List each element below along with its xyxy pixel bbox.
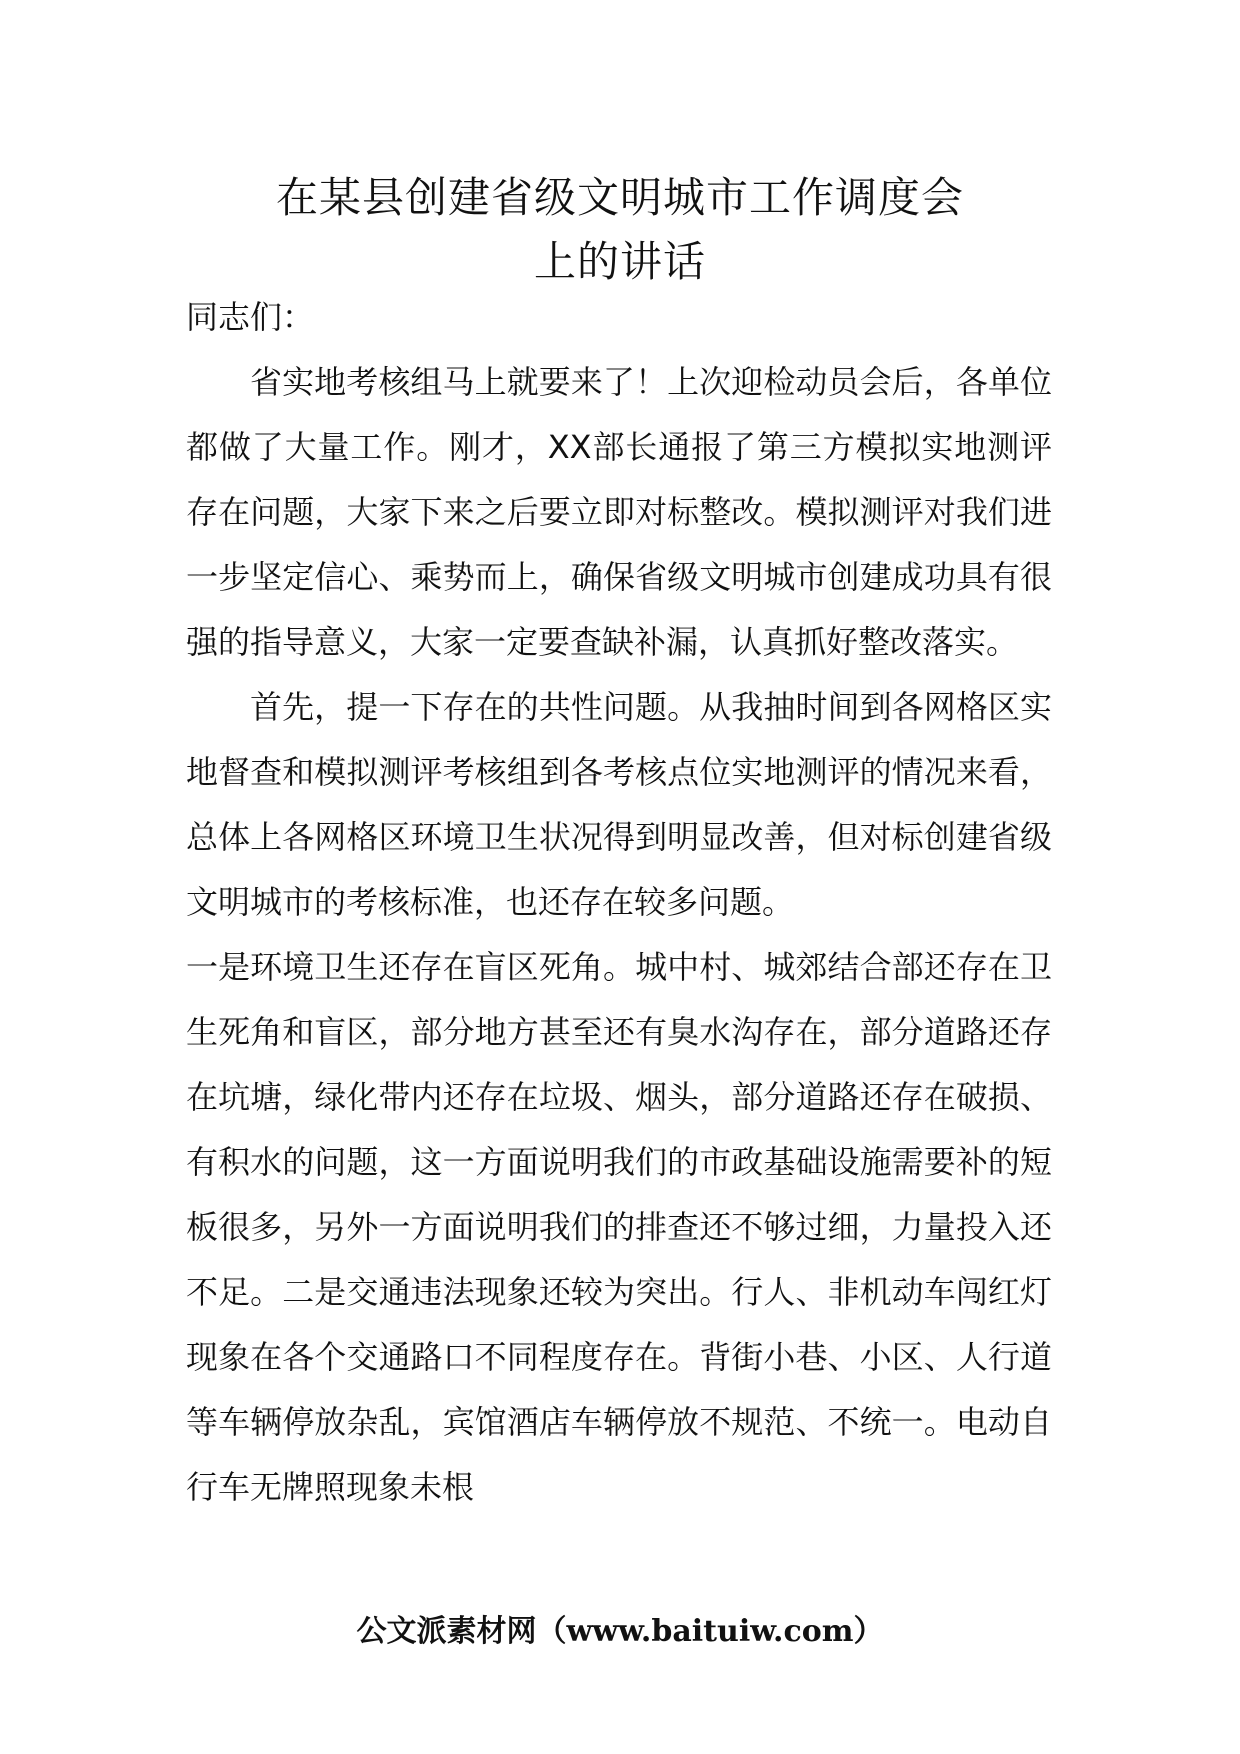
salutation: 同志们：: [186, 298, 315, 336]
paragraph-2: 首先，提一下存在的共性问题。从我抽时间到各网格区实地督查和模拟测评考核组到各考核点位实地测评的情况来看，总体上各网格区环境卫生状况得到明显改善，但对标创建省级文明城市的考核标准，也还存在较多问题。: [186, 688, 1052, 921]
paragraph-1: 省实地考核组马上就要来了！上次迎检动员会后，各单位都做了大量工作。刚才，XX部长通报了第三方模拟实地测评存在问题，大家下来之后要立即对标整改。模拟测评对我们进一步坚定信心、乘势而上，确保省级文明城市创建成功具有很强的指导意义，大家一定要查缺补漏，认真抓好整改落实。: [186, 363, 1052, 661]
document-title-line-1: 在某县创建省级文明城市工作调度会: [275, 173, 964, 222]
document-body: [186, 285, 1052, 1520]
document-title-line-2: 上的讲话: [533, 237, 706, 286]
footer-watermark-text: 公文派素材网（www.baituiw.com）: [356, 1614, 884, 1649]
paragraph-3: 一是环境卫生还存在盲区死角。城中村、城郊结合部还存在卫生死角和盲区，部分地方甚至还有臭水沟存在，部分道路还存在坑塘，绿化带内还存在垃圾、烟头，部分道路还存在破损、有积水的问题，这一方面说明我们的市政基础设施需要补的短板很多，另外一方面说明我们的排查还不够过细，力量投入还不足。二是交通违法现象还较为突出。行人、非机动车闯红灯现象在各个交通路口不同程度存在。背街小巷、小区、人行道等车辆停放杂乱，宾馆酒店车辆停放不规范、不统一。电动自行车无牌照现象未根: [186, 948, 1052, 1506]
